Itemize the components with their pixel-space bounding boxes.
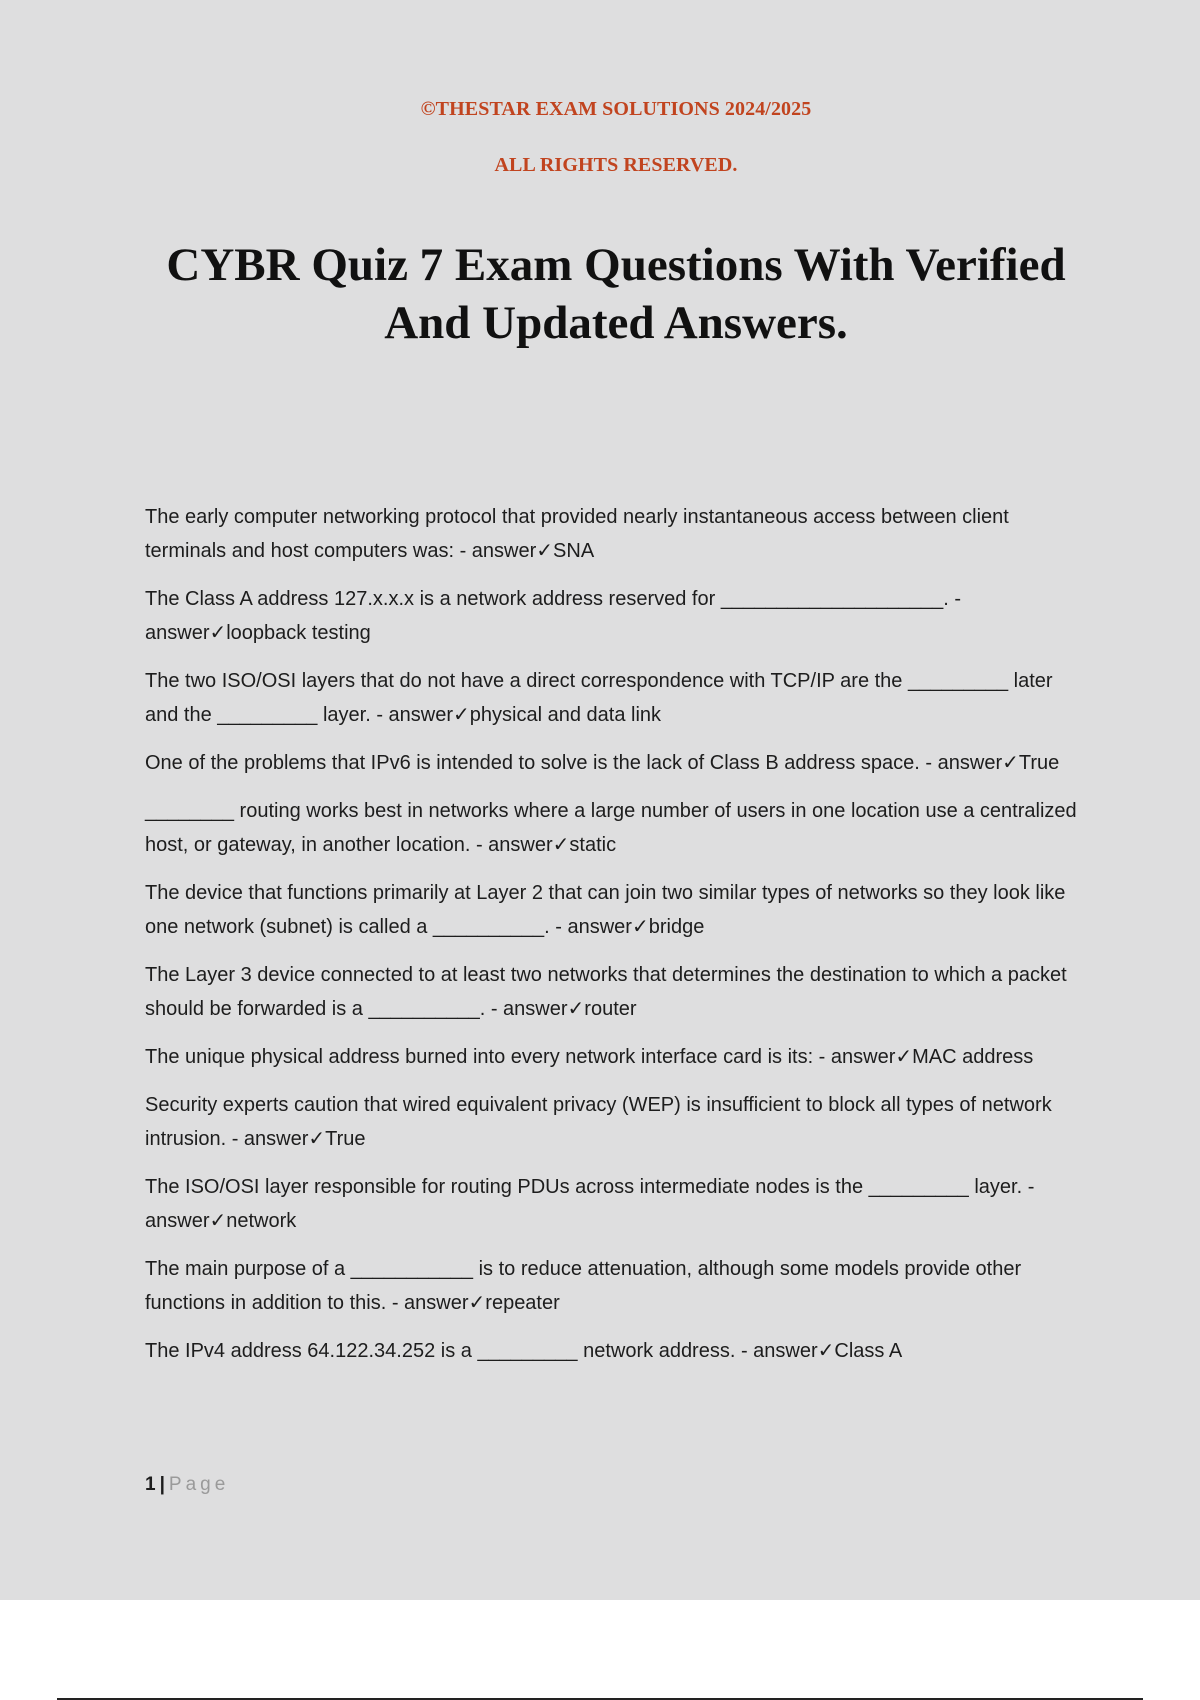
answer-prefix: - answer✓: [386, 1292, 486, 1314]
question-text: The unique physical address burned into every network interface card is its:: [145, 1046, 814, 1068]
qa-item: [145, 958, 1085, 1026]
answer-prefix: - answer✓: [470, 834, 570, 856]
answer-prefix: - answer✓: [735, 1340, 835, 1362]
question-text: One of the problems that IPv6 is intended to solve is the lack of Class B address space.: [145, 752, 920, 774]
answer-text: router: [584, 998, 637, 1020]
answer-prefix: - answer✓: [145, 588, 962, 644]
question-text: The ISO/OSI layer responsible for routing PDUs across intermediate nodes is the _________ layer.: [145, 1176, 1023, 1198]
answer-text: loopback testing: [226, 622, 371, 644]
qa-item: [145, 876, 1085, 944]
answer-text: SNA: [553, 540, 595, 562]
question-text: The Layer 3 device connected to at least two networks that determines the destination to which a packet should be forwarded is a __________.: [145, 964, 1067, 1020]
title-line-1: CYBR Quiz 7 Exam Questions With Verified: [166, 239, 1066, 291]
question-text: The two ISO/OSI layers that do not have a direct correspondence with TCP/IP are the _________ later and the _________ layer.: [145, 670, 1053, 726]
answer-prefix: - answer✓: [485, 998, 585, 1020]
qa-item: [145, 582, 1085, 650]
answer-text: bridge: [648, 916, 705, 938]
question-text: The device that functions primarily at Layer 2 that can join two similar types of networks so they look like one network (subnet) is called a __________.: [145, 882, 1066, 938]
answer-text: True: [1018, 752, 1060, 774]
answer-prefix: - answer✓: [226, 1128, 326, 1150]
question-text: The IPv4 address 64.122.34.252 is a _________ network address.: [145, 1340, 736, 1362]
question-text: The Class A address 127.x.x.x is a network address reserved for ____________________.: [145, 588, 949, 610]
qa-item: [145, 1334, 1085, 1368]
answer-text: MAC address: [912, 1046, 1034, 1068]
qa-item: [145, 664, 1085, 732]
qa-item: [145, 1170, 1085, 1238]
qa-item: [145, 1040, 1085, 1074]
answer-prefix: - answer✓: [454, 540, 554, 562]
answer-text: Class A: [834, 1340, 903, 1362]
answer-text: static: [569, 834, 617, 856]
answer-text: True: [325, 1128, 366, 1150]
page-number: 1: [145, 1474, 156, 1495]
qa-item: [145, 794, 1085, 862]
question-text: ________ routing works best in networks where a large number of users in one location use a centralized host, or gateway, in another location.: [145, 800, 1077, 856]
document-title: [100, 236, 1132, 352]
answer-text: physical and data link: [469, 704, 662, 726]
copyright-notice: ©THESTAR EXAM SOLUTIONS 2024/2025: [420, 98, 812, 120]
answer-text: repeater: [485, 1292, 560, 1314]
qa-item: [145, 500, 1085, 568]
question-text: The main purpose of a ___________ is to reduce attenuation, although some models provide other functions in addition to this.: [145, 1258, 1022, 1314]
answer-prefix: - answer✓: [813, 1046, 913, 1068]
page-separator: |: [159, 1474, 165, 1495]
answer-prefix: - answer✓: [919, 752, 1019, 774]
answer-prefix: - answer✓: [370, 704, 470, 726]
title-line-2: And Updated Answers.: [384, 297, 848, 349]
qa-item: [145, 1088, 1085, 1156]
answer-text: network: [226, 1210, 297, 1232]
rights-reserved-notice: ALL RIGHTS RESERVED.: [494, 154, 738, 176]
answer-prefix: - answer✓: [549, 916, 649, 938]
qa-item: [145, 746, 1085, 780]
qa-item: [145, 1252, 1085, 1320]
answer-prefix: - answer✓: [145, 1176, 1035, 1232]
page-footer: [145, 1474, 229, 1496]
question-text: The early computer networking protocol that provided nearly instantaneous access between client terminals and host computers was:: [145, 506, 1009, 562]
question-text: Security experts caution that wired equivalent privacy (WEP) is insufficient to block all types of network intrusion.: [145, 1094, 1052, 1150]
page-label: Page: [168, 1474, 230, 1495]
question-answer-list: [145, 500, 1085, 1382]
